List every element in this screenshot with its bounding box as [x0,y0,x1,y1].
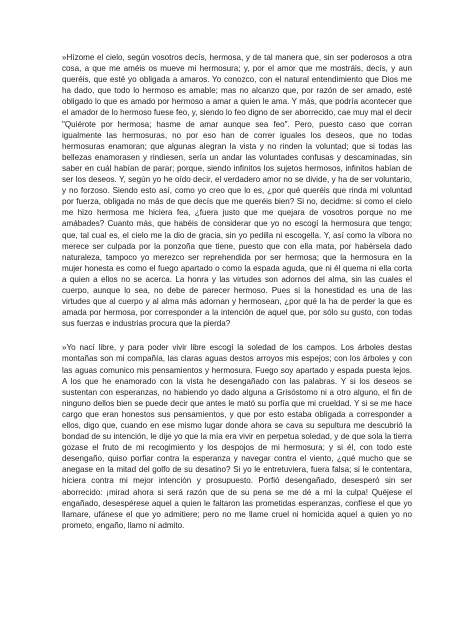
document-body [62,52,412,544]
paragraph-2: »Yo nací libre, y para poder vivir libre escogí la soledad de los campos. Los árboles destas montañas son mi compañía, las claras aguas destos arroyos mis espejos; con los árboles y con las aguas comunico mis pensamientos y hermosura. Fuego soy apartado y espada puesta lejos. A los que he enamorado con la vista he desengañado con las palabras. Y si los deseos se sustentan con esperanzas, no habiendo yo dado alguna a Grisóstomo ni a otro alguno, el fin de ninguno dellos bien se puede decir que antes le mató su porfía que mi crueldad. Y si se me hace cargo que eran honestos sus pensamientos, y que por esto estaba obligada a corresponder a ellos, digo que, cuando en ese mismo lugar donde ahora se cava su sepultura me descubrió la bondad de su intención, le dije yo que la mía era vivir en perpetua soledad, y de que sola la tierra gozase el fruto de mi recogimiento y los despojos de mi hermosura; y si él, con todo este desengaño, quiso porfiar contra la esperanza y navegar contra el viento, ¿qué mucho que se anegase en la mitad del golfo de su desatino? Si yo le entretuviera, fuera falsa; si le contentara, hiciera contra mi mejor intención y prosupuesto. Porfió desengañado, desesperó sin ser aborrecido: ¡mirad ahora si será razón que de su pena se me dé a mí la culpa! Quéjese el engañado, desespérese aquel a quien le faltaron las prometidas esperanzas, confíese el que yo llamare, ufánese el que yo admitiere; pero no me llame cruel ni homicida aquel a quien yo no prometo, engaño, llamo ni admito. [62,343,412,530]
paragraph-1: »Hízome el cielo, según vosotros decís, hermosa, y de tal manera que, sin ser poderosos a otra cosa, a que me améis os mueve mi hermosura; y, por el amor que me mostráis, decís, y aun queréis, que esté yo obligada a amaros. Yo conozco, con el natural entendimiento que Dios me ha dado, que todo lo hermoso es amable; mas no alcanzo que, por razón de ser amado, esté obligado lo que es amado por hermoso a amar a quien le ama. Y más, que podría acontecer que el amador de lo hermoso fuese feo, y, siendo lo feo digno de ser aborrecido, cae muy mal el decir "Quiérote por hermosa; hasme de amar aunque sea feo". Pero, puesto caso que corran igualmente las hermosuras, no por eso han de correr iguales los deseos, que no todas hermosuras enamoran; que algunas alegran la vista y no rinden la voluntad; que si todas las bellezas enamorasen y rindiesen, sería un andar las voluntades confusas y descaminadas, sin saber en cuál habían de parar; porque, siendo infinitos los sujetos hermosos, infinitos habían de ser los deseos. Y, según yo he oído decir, el verdadero amor no se divide, y ha de ser voluntario, y no forzoso. Siendo esto así, como yo creo que lo es, ¿por qué queréis que rinda mi voluntad por fuerza, obligada no más de que decís que me queréis bien? Si no, decidme: si como el cielo me hizo hermosa me hiciera fea, ¿fuera justo que me quejara de vosotros porque no me amábades? Cuanto más, que habéis de considerar que yo no escogí la hermosura que tengo; que, tal cual es, el cielo me la dio de gracia, sin yo pedilla ni escogella. Y, así como la víbora no merece ser culpada por la ponzoña que tiene, puesto que con ella mata, por habérsela dado naturaleza, tampoco yo merezco ser reprehendida por ser hermosa; que la hermosura en la mujer honesta es como el fuego apartado o como la espada aguda, que ni él quema ni ella corta a quien a ellos no se acerca. La honra y las virtudes son adornos del alma, sin las cuales el cuerpo, aunque lo sea, no debe de parecer hermoso. Pues si la honestidad es una de las virtudes que al cuerpo y al alma más adornan y hermosean, ¿por qué la ha de perder la que es amada por hermosa, por corresponder a la intención de aquel que, por sólo su gusto, con todas sus fuerzas e industrias procura que la pierda? [62,53,412,329]
